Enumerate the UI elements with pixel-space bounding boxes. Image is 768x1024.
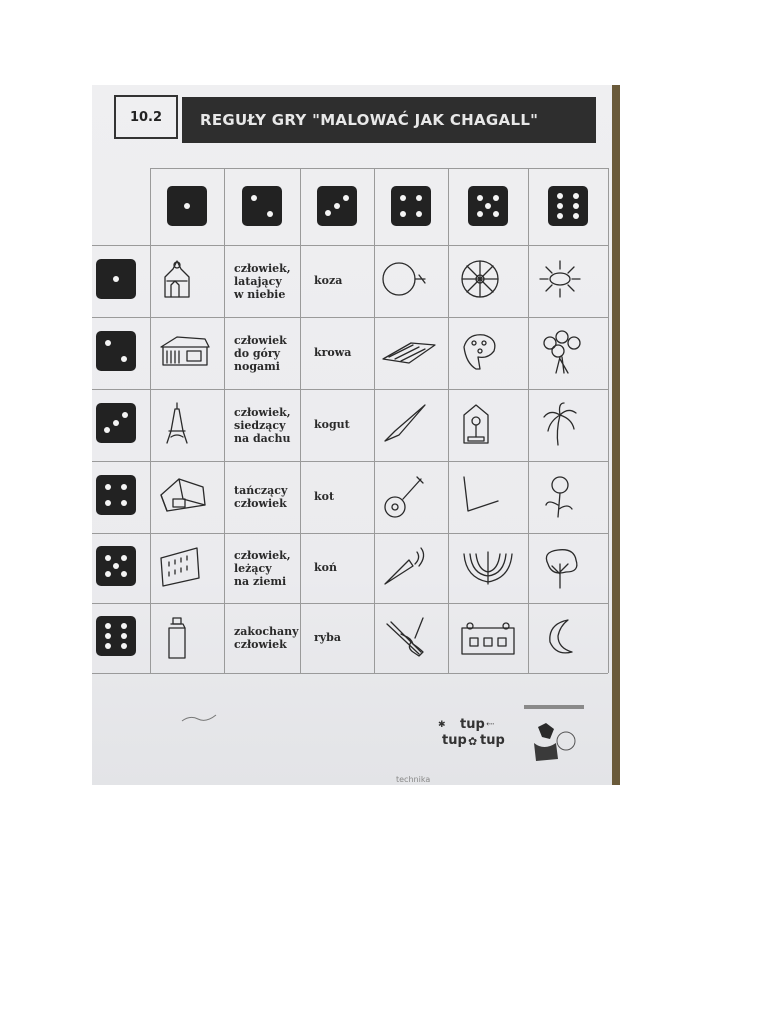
- die-pip: [343, 195, 349, 201]
- row-die-4: [96, 475, 136, 515]
- die-pip: [121, 623, 127, 629]
- apartment-block-icon: [157, 544, 217, 592]
- die-pip: [400, 195, 406, 201]
- die-pip: [121, 356, 127, 362]
- tup-tup-logo: [438, 717, 508, 757]
- worksheet-photo: [92, 85, 620, 785]
- grid-line-horizontal: [92, 245, 608, 246]
- column-die-1: [167, 186, 207, 226]
- animal-cell: koń: [314, 561, 337, 574]
- die-pip: [477, 195, 483, 201]
- grid-line-horizontal: [92, 389, 608, 390]
- die-pip: [121, 555, 127, 561]
- easel-icon: [458, 473, 518, 521]
- die-pip: [113, 563, 119, 569]
- animal-cell: krowa: [314, 346, 352, 359]
- logo-text-3: tup: [480, 733, 505, 748]
- die-pip: [105, 643, 111, 649]
- die-pip: [493, 195, 499, 201]
- die-pip: [325, 210, 331, 216]
- bottom-text: technika: [396, 775, 431, 784]
- person-cell: człowiek, siedzący na dachu: [234, 405, 291, 445]
- die-pip: [416, 195, 422, 201]
- die-pip: [113, 276, 119, 282]
- grid-line-horizontal: [92, 317, 608, 318]
- eiffel-tower-icon: [157, 401, 217, 449]
- person-cell: zakochany człowiek: [234, 625, 299, 651]
- row-die-6: [96, 616, 136, 656]
- row-die-1: [96, 259, 136, 299]
- tree-icon: [538, 544, 598, 592]
- arrow-icon: ⇠: [486, 719, 495, 730]
- horn-icon: [381, 544, 441, 592]
- violin-icon: [381, 614, 441, 662]
- worksheet-sheet: [92, 85, 614, 785]
- section-code: 10.2: [114, 95, 178, 139]
- grid-line-horizontal: [92, 533, 608, 534]
- die-pip: [121, 500, 127, 506]
- grid-line-vertical: [374, 168, 375, 673]
- grid-line-vertical: [528, 168, 529, 673]
- clock-icon: [458, 401, 518, 449]
- row-die-3: [96, 403, 136, 443]
- bottle-icon: [157, 614, 217, 662]
- die-pip: [573, 213, 579, 219]
- die-pip: [334, 203, 340, 209]
- die-pip: [121, 484, 127, 490]
- die-pip: [105, 340, 111, 346]
- die-pip: [557, 213, 563, 219]
- grid-line-horizontal: [150, 168, 608, 169]
- partner-small-print: [524, 705, 584, 709]
- die-pip: [184, 203, 190, 209]
- person-cell: człowiek, latający w niebie: [234, 261, 291, 301]
- palette-icon: [458, 329, 518, 377]
- die-pip: [557, 203, 563, 209]
- animal-cell: ryba: [314, 631, 342, 644]
- column-die-3: [317, 186, 357, 226]
- moon-icon: [538, 614, 598, 662]
- die-pip: [104, 427, 110, 433]
- column-die-2: [242, 186, 282, 226]
- menorah-icon: [458, 544, 518, 592]
- die-pip: [493, 211, 499, 217]
- die-pip: [485, 203, 491, 209]
- die-pip: [113, 420, 119, 426]
- die-pip: [105, 500, 111, 506]
- grid-line-vertical: [448, 168, 449, 673]
- column-die-6: [548, 186, 588, 226]
- animal-cell: kot: [314, 490, 335, 503]
- wooden-house-icon: [157, 329, 217, 377]
- flower-icon: [538, 473, 598, 521]
- die-pip: [573, 193, 579, 199]
- grid-line-horizontal: [92, 603, 608, 604]
- die-pip: [105, 484, 111, 490]
- die-pip: [477, 211, 483, 217]
- die-pip: [557, 193, 563, 199]
- die-pip: [105, 623, 111, 629]
- animal-cell: koza: [314, 274, 343, 287]
- logo-text-1: tup: [460, 717, 485, 732]
- dot-icon: ✱: [438, 720, 446, 730]
- knife-icon: [381, 401, 441, 449]
- grid-line-horizontal: [92, 461, 608, 462]
- column-die-5: [468, 186, 508, 226]
- palm-icon: [538, 401, 598, 449]
- guitar-icon: [381, 473, 441, 521]
- drum-icon: [381, 257, 441, 305]
- person-cell: człowiek do góry nogami: [234, 333, 287, 373]
- die-pip: [121, 633, 127, 639]
- wheel-icon: [458, 257, 518, 305]
- grid-line-vertical: [150, 168, 151, 673]
- flat-box-icon: [381, 329, 441, 377]
- die-pip: [573, 203, 579, 209]
- row-die-2: [96, 331, 136, 371]
- die-pip: [267, 211, 273, 217]
- page-title: REGUŁY GRY "MALOWAĆ JAK CHAGALL": [182, 97, 596, 143]
- die-pip: [400, 211, 406, 217]
- grid-line-vertical: [608, 168, 609, 673]
- row-die-5: [96, 546, 136, 586]
- church-icon: [157, 257, 217, 305]
- die-pip: [416, 211, 422, 217]
- column-die-4: [391, 186, 431, 226]
- grid-line-vertical: [300, 168, 301, 673]
- person-cell: człowiek, leżący na ziemi: [234, 548, 291, 588]
- pencil-scribble: [180, 710, 220, 729]
- die-pip: [105, 571, 111, 577]
- logo-text-2: tup: [442, 733, 467, 748]
- paw-icon: ✿: [468, 735, 478, 748]
- die-pip: [122, 412, 128, 418]
- grid-line-vertical: [224, 168, 225, 673]
- sun-icon: [538, 257, 598, 305]
- person-cell: tańczący człowiek: [234, 484, 288, 510]
- binding-edge: [612, 85, 620, 785]
- die-pip: [105, 633, 111, 639]
- die-pip: [105, 555, 111, 561]
- animal-cell: kogut: [314, 418, 350, 431]
- house-icon: [157, 473, 217, 521]
- grid-line-horizontal: [92, 673, 608, 674]
- flowers-icon: [538, 329, 598, 377]
- die-pip: [121, 643, 127, 649]
- die-pip: [121, 571, 127, 577]
- building-facade-icon: [458, 614, 518, 662]
- die-pip: [251, 195, 257, 201]
- partner-logo: [524, 705, 584, 765]
